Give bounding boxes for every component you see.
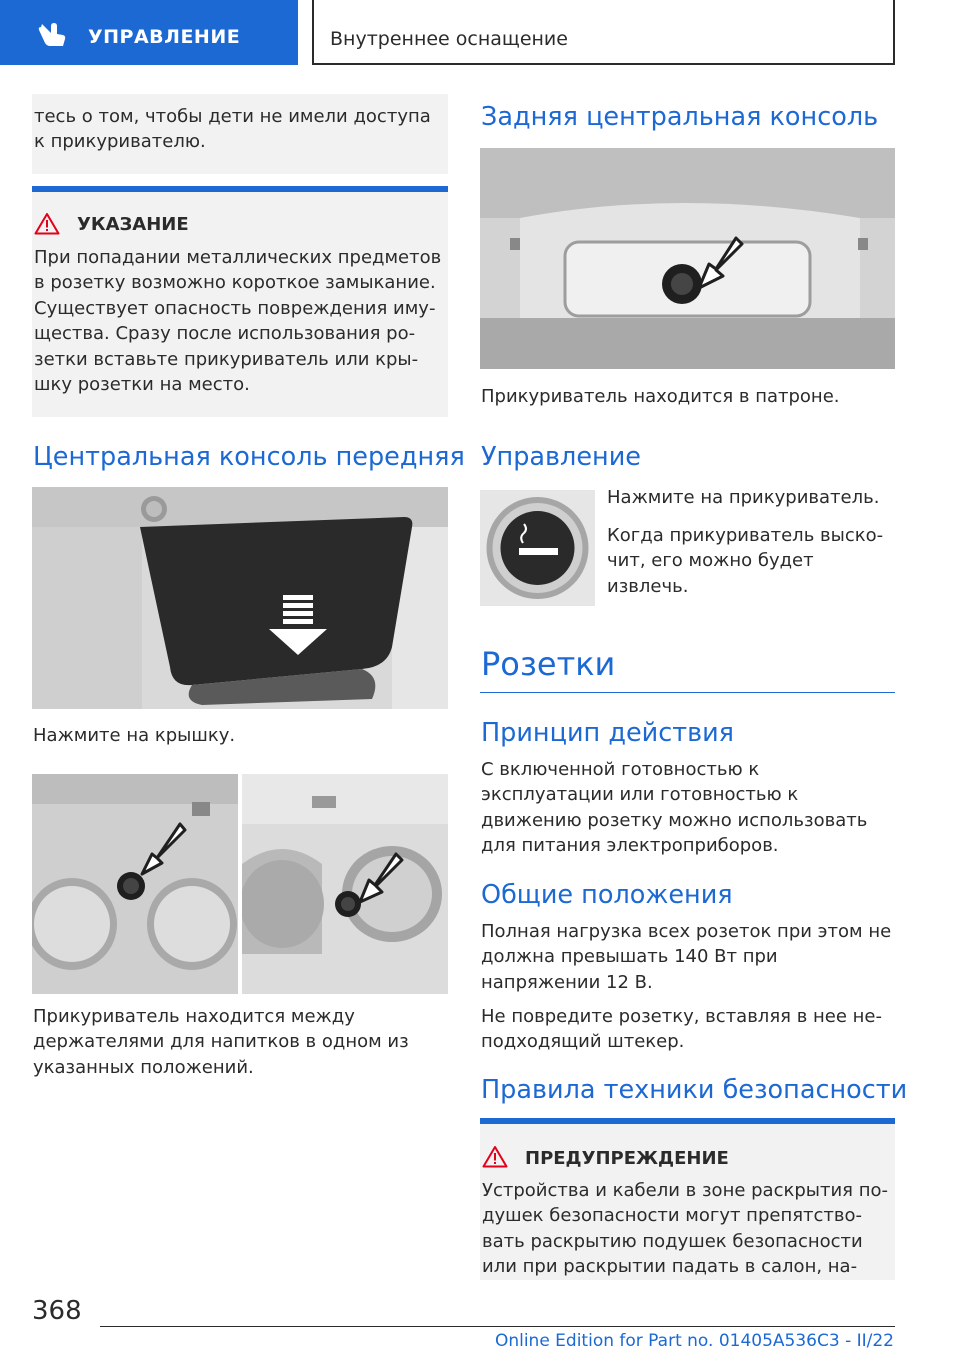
principle-text: С включенной готовностью к эксплуатации или готовностью к движению розетку можно использовать для питания электроприборов. bbox=[481, 759, 868, 857]
front-console-caption1: Нажмите на крышку. bbox=[33, 725, 236, 746]
cupholder-photo-left bbox=[32, 774, 238, 994]
section-title: УПРАВЛЕНИЕ bbox=[88, 26, 241, 48]
principle-heading: Принцип действия bbox=[481, 718, 735, 748]
notice-title: УКАЗАНИЕ bbox=[77, 214, 189, 235]
warning-triangle-icon bbox=[34, 212, 60, 235]
cupholder-photo-right bbox=[242, 774, 448, 994]
front-console-heading: Центральная консоль передняя bbox=[33, 442, 465, 472]
operation-text2: Когда прикуриватель выскочит, его можно будет извлечь. bbox=[607, 525, 884, 597]
rear-console-caption: Прикуриватель находится в патроне. bbox=[481, 386, 840, 407]
rear-console-photo bbox=[480, 148, 895, 369]
general-text1: Полная нагрузка всех розеток при этом не должна превышать 140 Вт при напряжении 12 В. bbox=[481, 921, 892, 993]
intro-text: тесь о том, чтобы дети не имели доступа к прикуривателю. bbox=[34, 106, 431, 153]
operation-text1: Нажмите на прикуриватель. bbox=[607, 487, 880, 508]
chapter-title: Внутреннее оснащение bbox=[330, 28, 568, 50]
rear-console-heading: Задняя центральная консоль bbox=[481, 102, 879, 132]
general-text2: Не повредите розетку, вставляя в нее неподходящий штекер. bbox=[481, 1006, 883, 1053]
chapter-tab[interactable] bbox=[312, 0, 895, 65]
general-heading: Общие положения bbox=[481, 880, 733, 910]
edition-link[interactable]: Online Edition for Part no. 01405A536C3 - II/22 bbox=[494, 1331, 894, 1351]
page-number: 368 bbox=[32, 1296, 82, 1326]
notice-text: При попадании металлических предметов в розетку возможно короткое замыкание. Существует опасность повреждения имущества. Сразу после использования розетки вставьте прикуриватель или крышку розетки на место. bbox=[34, 247, 442, 396]
cigarette-lighter-icon bbox=[480, 490, 595, 606]
pointing-hand-icon bbox=[38, 22, 68, 48]
warning-text: Устройства и кабели в зоне раскрытия подушек безопасности могут препятствовать раскрытию подушек безопасности или при раскрытии падать в салон, на- bbox=[482, 1180, 889, 1278]
footer-rule bbox=[100, 1326, 895, 1327]
sockets-rule bbox=[480, 692, 895, 693]
front-console-photo bbox=[32, 487, 448, 709]
sockets-heading: Розетки bbox=[481, 645, 616, 683]
section-tab[interactable] bbox=[0, 0, 298, 65]
operation-heading: Управление bbox=[481, 442, 641, 472]
front-console-caption2: Прикуриватель находится между держателями для напитков в одном из указанных положений. bbox=[33, 1006, 409, 1078]
safety-heading: Правила техники безопасности bbox=[481, 1075, 908, 1105]
warning-triangle-icon bbox=[482, 1145, 508, 1168]
warning-title: ПРЕДУПРЕЖДЕНИЕ bbox=[525, 1148, 729, 1169]
